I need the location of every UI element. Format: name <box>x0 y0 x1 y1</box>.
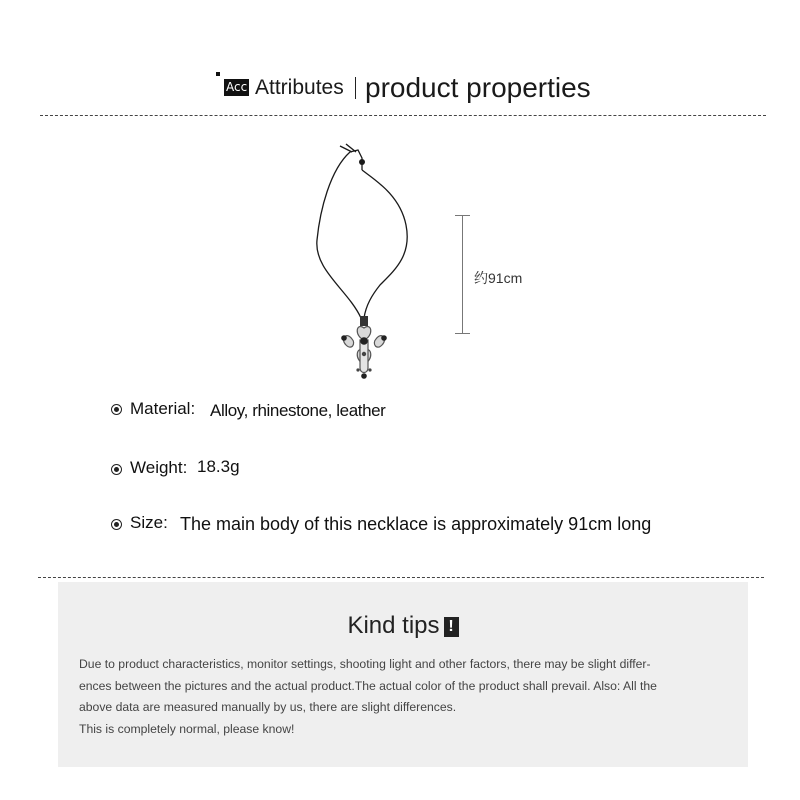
tips-line: This is completely normal, please know! <box>79 721 295 736</box>
kind-tips-panel <box>58 582 748 767</box>
tips-line: Due to product characteristics, monitor settings, shooting light and other factors, there may be slight differ- <box>79 657 651 671</box>
header-attributes-label: Attributes <box>255 76 344 99</box>
length-dimension <box>455 215 475 335</box>
kind-tips-title-text: Kind tips <box>347 612 440 639</box>
bullet-icon <box>111 519 122 530</box>
tips-line: above data are measured manually by us, there are slight differences. <box>79 700 457 714</box>
kind-tips-title <box>58 612 748 640</box>
top-dashed-divider <box>40 115 766 116</box>
weight-value: 18.3g <box>197 457 240 476</box>
header-separator <box>355 77 356 99</box>
size-value: The main body of this necklace is approximately 91cm long <box>180 514 652 534</box>
material-label: Material: <box>130 399 196 418</box>
size-label: Size: <box>130 513 168 532</box>
weight-label: Weight: <box>130 458 188 477</box>
header-badge: Acc <box>226 80 248 94</box>
cross-necklace-icon <box>300 140 410 380</box>
bullet-icon <box>111 464 122 475</box>
header-dot-icon <box>216 72 220 76</box>
product-image <box>300 140 410 380</box>
material-row <box>110 398 410 426</box>
size-row <box>110 512 710 540</box>
material-value: Alloy, rhinestone, leather <box>210 401 386 420</box>
exclamation-icon: ! <box>444 617 459 637</box>
dimension-cap-bottom <box>455 333 470 334</box>
kind-tips-body <box>79 654 734 740</box>
bullet-icon <box>111 404 122 415</box>
section-header <box>0 68 800 108</box>
weight-row <box>110 456 310 484</box>
page-title: product properties <box>365 72 591 103</box>
length-label: 约91cm <box>474 270 523 286</box>
dimension-line <box>462 215 463 334</box>
middle-dashed-divider <box>38 577 764 578</box>
tips-line: ences between the pictures and the actual product.The actual color of the product shall prevail. Also: All the <box>79 678 657 693</box>
